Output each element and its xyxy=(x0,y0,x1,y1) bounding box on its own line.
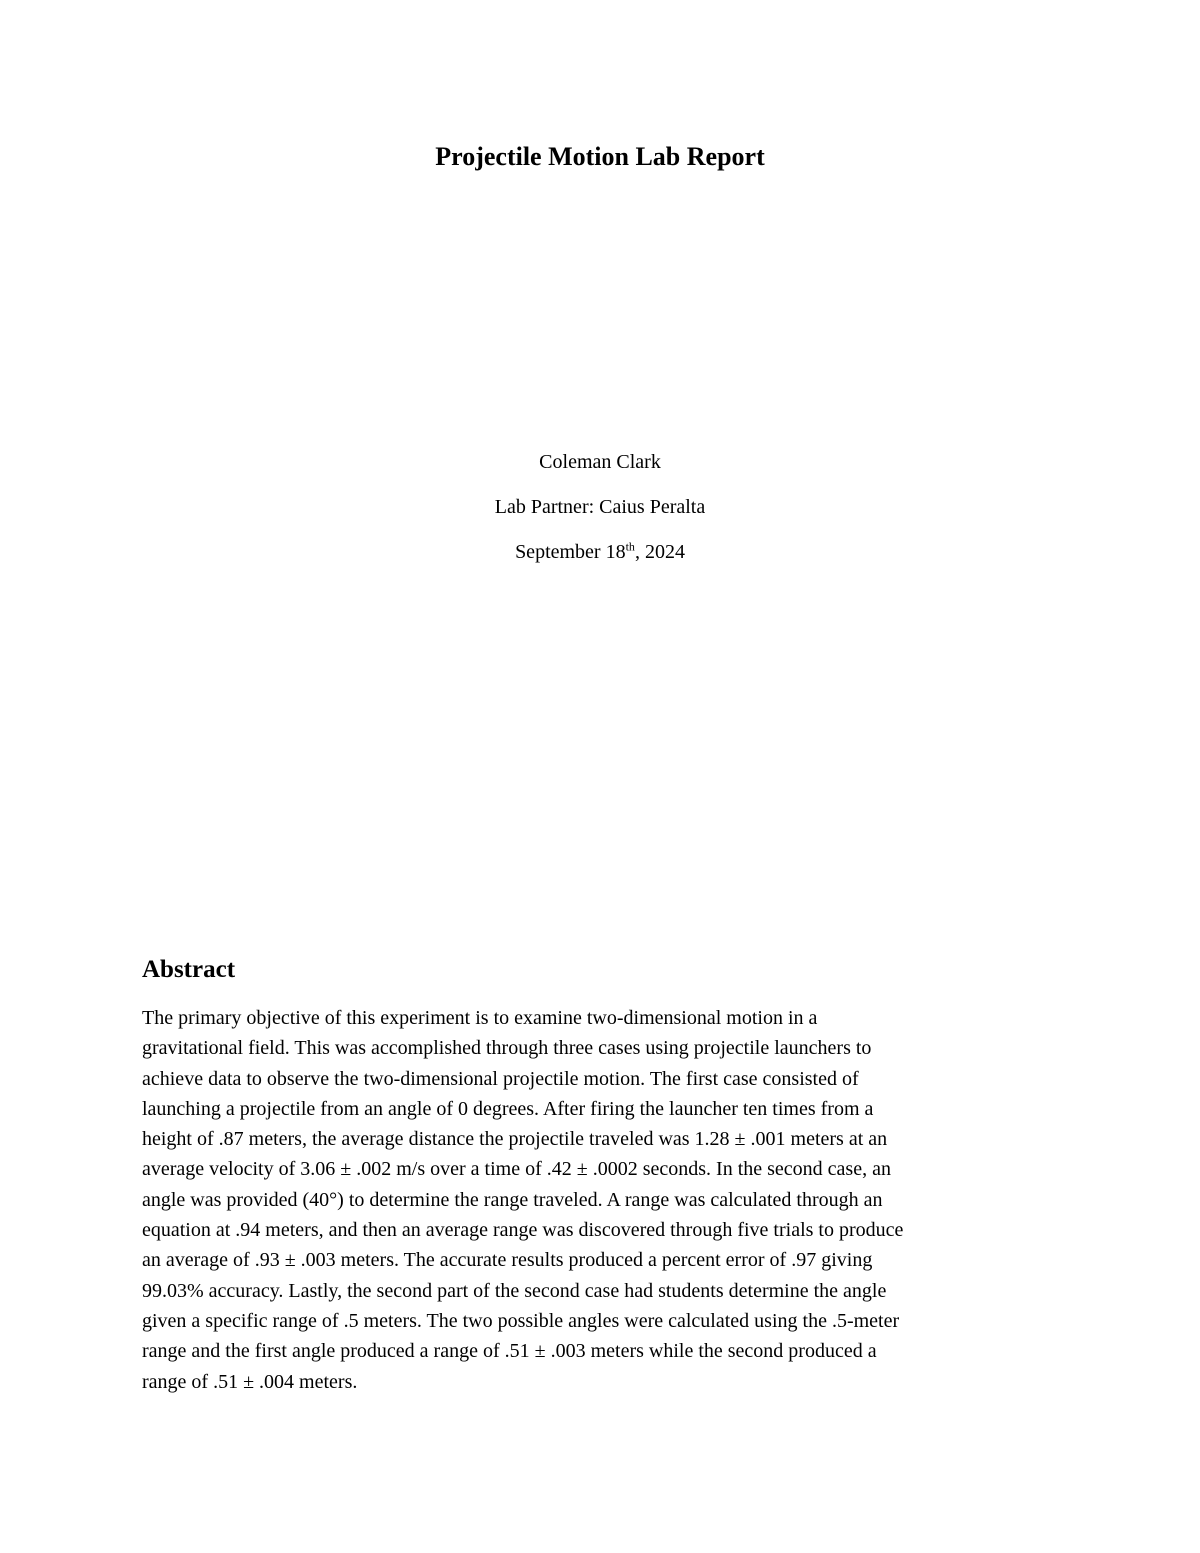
abstract-line: achieve data to observe the two-dimensional projectile motion. The first case consisted of xyxy=(142,1067,859,1090)
abstract-body xyxy=(142,1003,1042,1397)
abstract-line: 99.03% accuracy. Lastly, the second part of the second case had students determine the angle xyxy=(142,1279,887,1302)
abstract-line: The primary objective of this experiment is to examine two-dimensional motion in a xyxy=(142,1007,818,1029)
abstract-line: gravitational field. This was accomplished through three cases using projectile launchers to xyxy=(142,1037,872,1060)
abstract-heading: Abstract xyxy=(142,956,236,983)
date-month-day: September 18 xyxy=(515,541,626,563)
report-title: Projectile Motion Lab Report xyxy=(435,142,765,171)
date-ordinal-suffix: th xyxy=(625,539,635,554)
abstract-line: angle was provided (40°) to determine the range traveled. A range was calculated through an xyxy=(142,1188,883,1211)
cover-info xyxy=(0,447,1200,582)
lab-partner: Lab Partner: Caius Peralta xyxy=(494,496,706,518)
abstract-line: height of .87 meters, the average distance the projectile traveled was 1.28 ± .001 meters at an xyxy=(142,1128,888,1151)
abstract-line: range of .51 ± .004 meters. xyxy=(142,1370,358,1393)
abstract-line: average velocity of 3.06 ± .002 m/s over a time of .42 ± .0002 seconds. In the second case, an xyxy=(142,1158,891,1181)
abstract-line: an average of .93 ± .003 meters. The accurate results produced a percent error of .97 giving xyxy=(142,1249,873,1272)
abstract-line: given a specific range of .5 meters. The two possible angles were calculated using the .5-meter xyxy=(142,1309,900,1332)
report-date xyxy=(0,537,1200,582)
date-year: , 2024 xyxy=(634,541,685,563)
abstract-line: range and the first angle produced a range of .51 ± .003 meters while the second produced a xyxy=(142,1340,877,1363)
abstract-line: launching a projectile from an angle of 0 degrees. After firing the launcher ten times from a xyxy=(142,1097,874,1120)
abstract-line: equation at .94 meters, and then an average range was discovered through five trials to produce xyxy=(142,1219,904,1242)
author-name: Coleman Clark xyxy=(539,451,661,473)
